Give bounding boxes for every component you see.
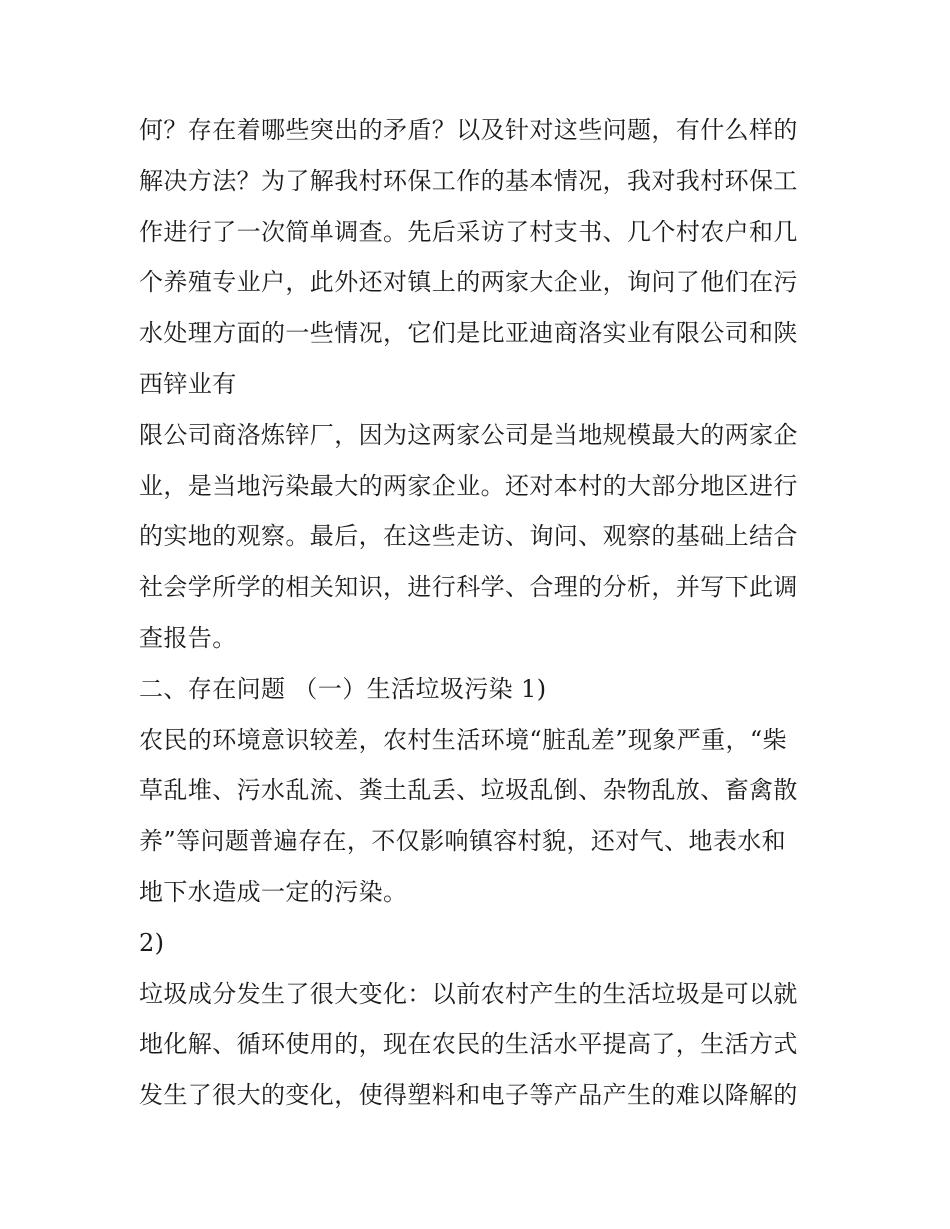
text-line: 草乱堆、污水乱流、粪土乱丢、垃圾乱倒、杂物乱放、畜禽散 xyxy=(139,776,798,805)
text-line: 养”等问题普遍存在，不仅影响镇容村貌，还对气、地表水和 xyxy=(139,827,787,856)
text-line: 业，是当地污染最大的两家企业。还对本村的大部分地区进行 xyxy=(139,471,798,500)
text-line: 农民的环境意识较差，农村生活环境“脏乱差”现象严重，“柴 xyxy=(139,725,788,754)
text-line: 限公司商洛炼锌厂，因为这两家公司是当地规模最大的两家企 xyxy=(139,420,798,449)
list-marker: 2) xyxy=(139,928,165,957)
text-line: 水处理方面的一些情况，它们是比亚迪商洛实业有限公司和陕 xyxy=(139,319,798,348)
section-heading: 二、存在问题 （一）生活垃圾污染 1) xyxy=(139,674,547,703)
text-line: 个养殖专业户，此外还对镇上的两家大企业，询问了他们在污 xyxy=(139,268,798,297)
text-line: 解决方法？为了解我村环保工作的基本情况，我对我村环保工 xyxy=(139,166,798,195)
text-line: 西锌业有 xyxy=(139,369,237,398)
text-line: 查报告。 xyxy=(139,623,237,652)
text-line: 何？存在着哪些突出的矛盾？以及针对这些问题，有什么样的 xyxy=(139,116,798,144)
text-line: 垃圾成分发生了很大变化：以前农村产生的生活垃圾是可以就 xyxy=(139,979,798,1008)
text-line: 发生了很大的变化，使得塑料和电子等产品产生的难以降解的 xyxy=(139,1081,798,1110)
text-line: 的实地的观察。最后，在这些走访、询问、观察的基础上结合 xyxy=(139,522,798,551)
text-line: 地下水造成一定的污染。 xyxy=(139,877,408,906)
text-line: 社会学所学的相关知识，进行科学、合理的分析，并写下此调 xyxy=(139,573,798,602)
text-line: 作进行了一次简单调查。先后采访了村支书、几个村农户和几 xyxy=(139,217,798,246)
text-line: 地化解、循环使用的，现在农民的生活水平提高了，生活方式 xyxy=(139,1030,798,1059)
document-body xyxy=(139,105,819,1121)
